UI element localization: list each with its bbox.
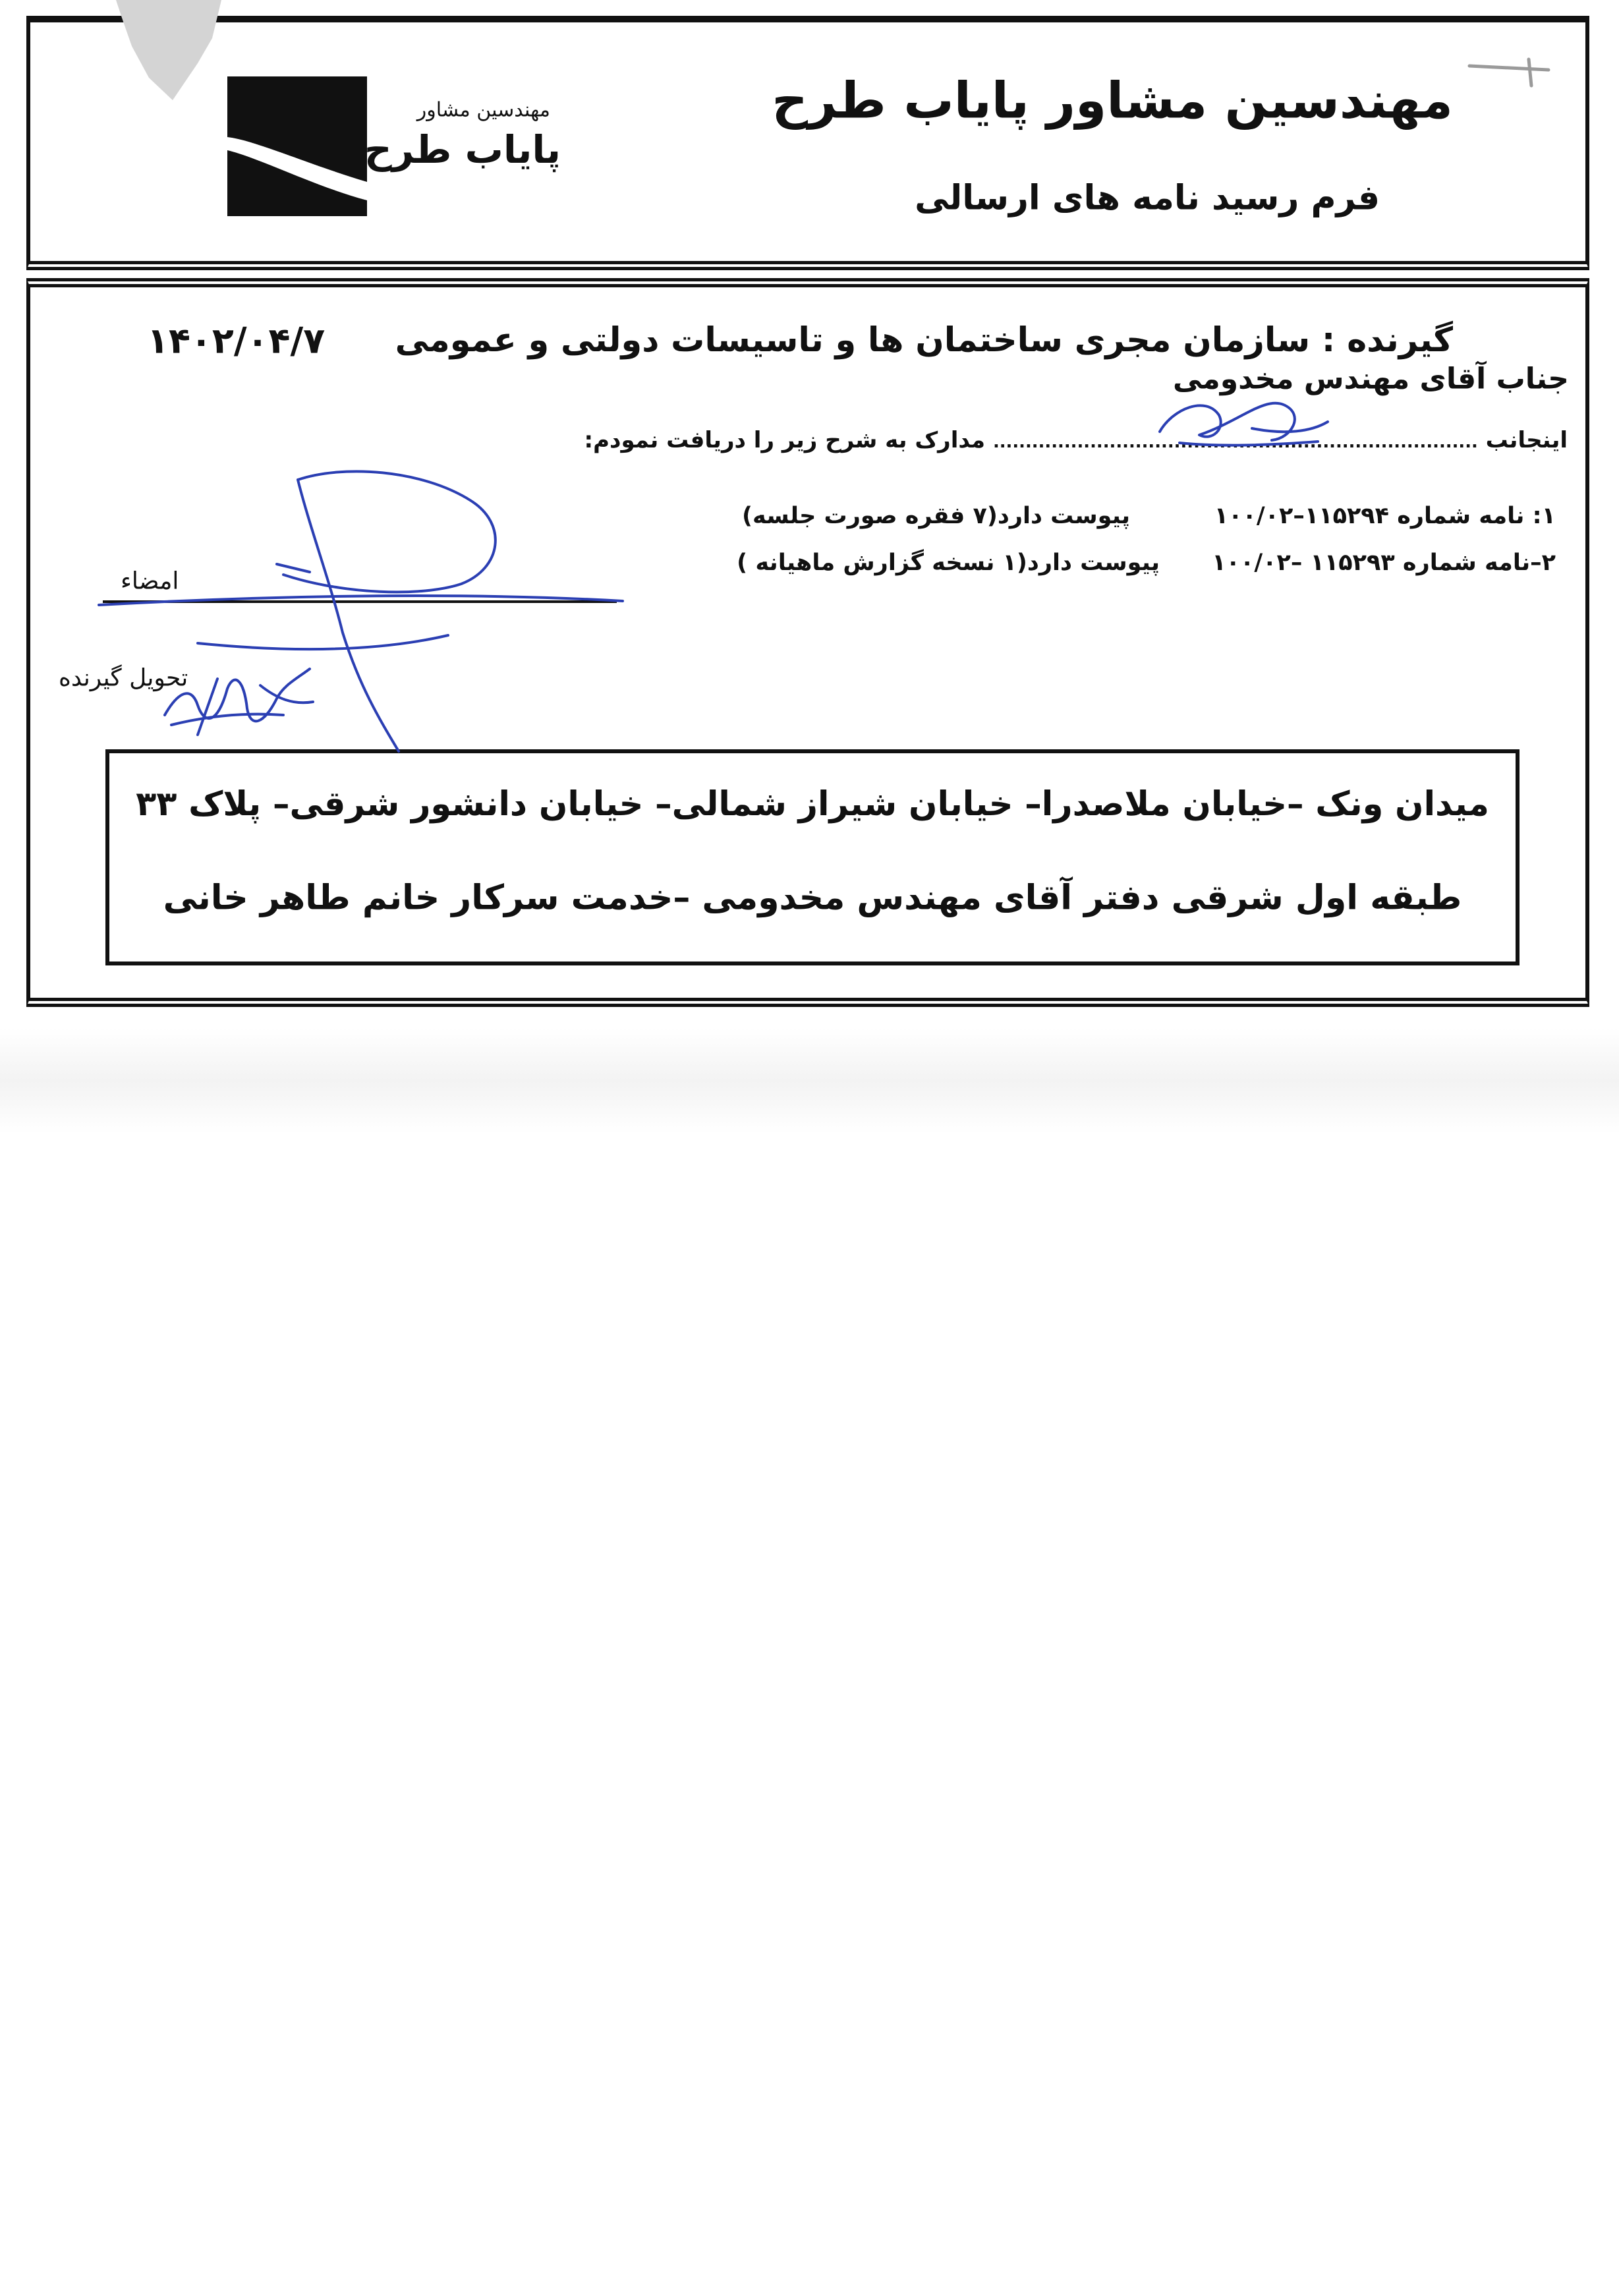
letter-item-label: ۲–نامه شماره <box>1402 550 1556 577</box>
letter-attachment: پیوست دارد(۱ نسخه گزارش ماهیانه ) <box>737 550 1160 577</box>
signature-stroke <box>165 669 310 721</box>
statement-dotted-blank: ........................................................................... <box>992 432 1478 452</box>
signature-label: امضاء <box>121 567 179 595</box>
signature-stroke <box>277 564 310 572</box>
receipt-date: ۱۴۰۲/۰۴/۷ <box>147 320 326 362</box>
logo-caption-main: پایاب طرح <box>364 127 561 172</box>
signature-stroke <box>1179 442 1318 445</box>
addressee-line: جناب آقای مهندس مخدومی <box>1173 362 1569 396</box>
letter-attachment: پیوست دارد(۷ فقره صورت جلسه) <box>742 503 1130 530</box>
receiver-label: تحویل گیرنده <box>59 664 188 692</box>
signature-stroke <box>1160 403 1295 440</box>
signature-on-blank <box>1160 403 1328 445</box>
statement-prefix: اینجانب <box>1485 426 1568 453</box>
company-title: مهندسین مشاور پایاب طرح <box>772 71 1453 130</box>
address-line-2-row <box>109 877 1516 920</box>
signature-stroke <box>99 596 623 605</box>
address-line-1: میدان ونک –خیابان ملاصدرا– خیابان شیراز شمالی– خیابان دانشور شرقی– پلاک ۳۳ <box>136 785 1489 824</box>
statement-suffix: مدارک به شرح زیر را دریافت نمودم: <box>584 426 986 453</box>
address-line-2: طبقه اول شرقی دفتر آقای مهندس مخدومی –خدمت سرکار خانم طاهر خانی <box>163 878 1462 918</box>
signature-main <box>99 471 623 751</box>
logo-caption-top: مهندسین مشاور <box>416 98 550 122</box>
signature-stroke <box>198 679 217 735</box>
letter-number: ۱۰۰/۰۲–۱۱۵۲۹۴ <box>1214 503 1390 530</box>
form-title: فرم رسید نامه های ارسالی <box>915 178 1380 218</box>
letter-item-label: ۱: نامه شماره <box>1397 503 1556 530</box>
handwritten-signatures <box>0 0 1619 791</box>
letter-number: ۱۰۰/۰۲– ۱۱۵۲۹۳ <box>1212 550 1395 577</box>
signature-receiver <box>165 669 313 735</box>
signature-stroke <box>298 480 399 751</box>
scan-shadow-band <box>0 1028 1619 1134</box>
signature-stroke <box>260 685 313 703</box>
recipient-line: گیرنده : سازمان مجری ساختمان ها و تاسیسات دولتی و عمومی <box>395 321 1453 360</box>
signature-stroke <box>283 471 496 592</box>
signature-stroke <box>198 635 448 649</box>
